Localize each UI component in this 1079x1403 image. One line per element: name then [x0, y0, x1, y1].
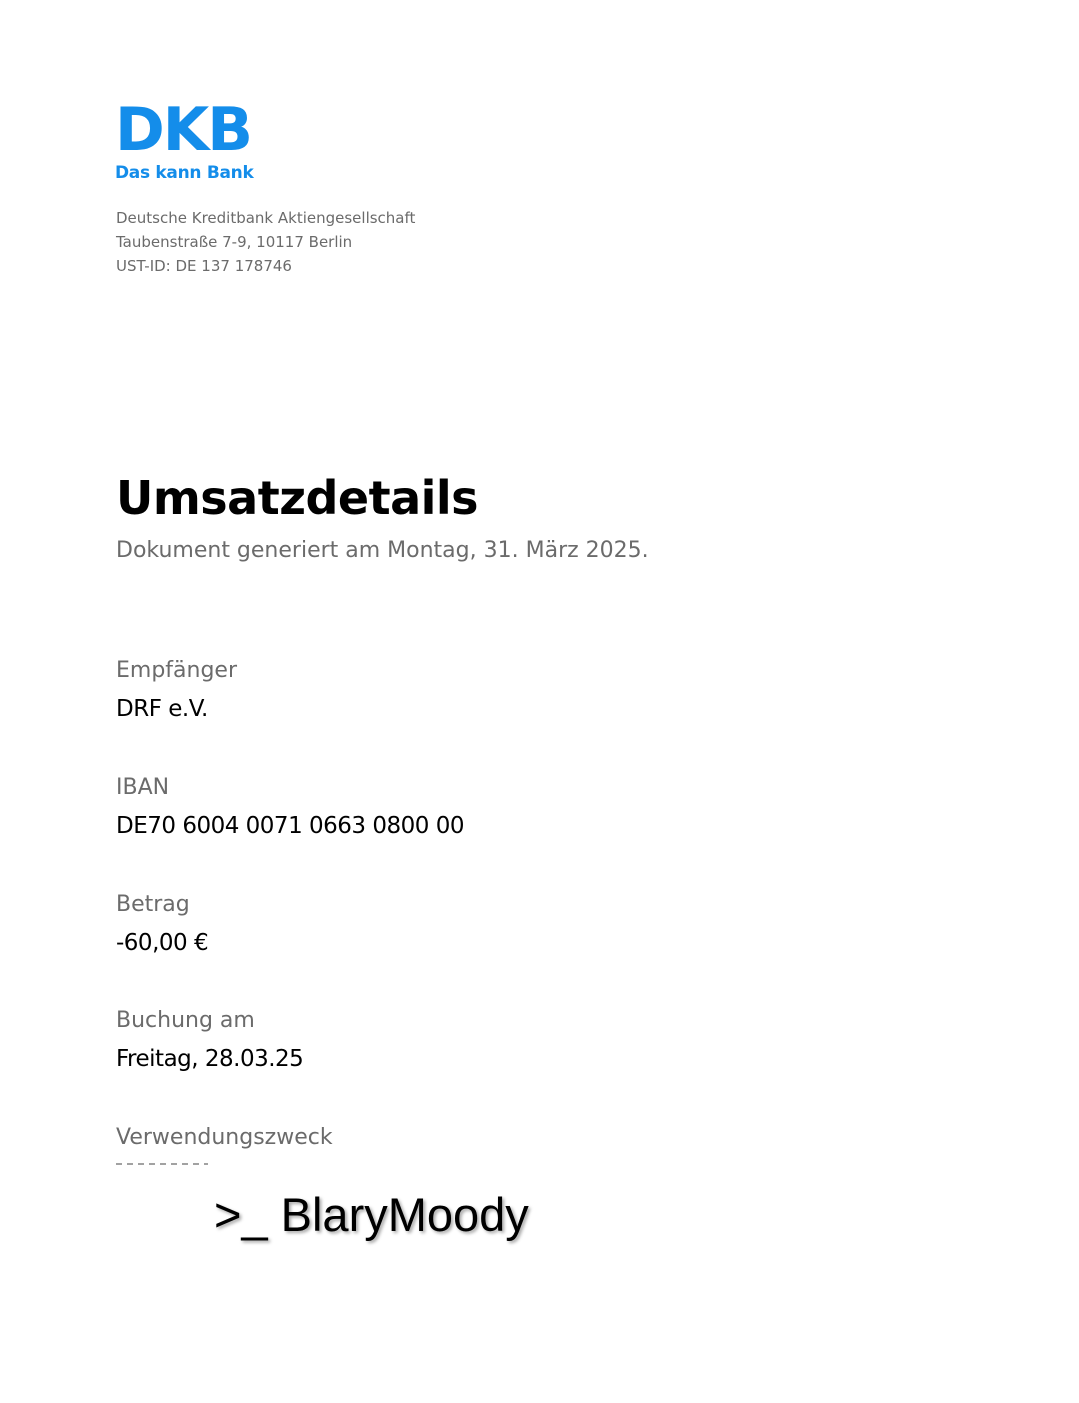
- recipient-value: DRF e.V.: [116, 696, 208, 722]
- recipient-field: [116, 656, 237, 724]
- purpose-field: [116, 1123, 333, 1153]
- company-street: Taubenstraße 7-9, 10117 Berlin: [116, 233, 353, 251]
- vat-id: UST-ID: DE 137 178746: [116, 257, 292, 275]
- dkb-logo: [115, 95, 255, 186]
- purpose-label: Verwendungszweck: [116, 1125, 333, 1150]
- document-generated-date: Dokument generiert am Montag, 31. März 2025.: [116, 538, 649, 563]
- logo-mark: DKB: [115, 95, 252, 165]
- cropped-text-remnant: [116, 1163, 216, 1169]
- logo-tagline: Das kann Bank: [115, 163, 254, 183]
- amount-label: Betrag: [116, 892, 190, 917]
- bank-address: [116, 206, 415, 278]
- watermark-text: >_ BlaryMoody: [214, 1188, 529, 1241]
- iban-value: DE70 6004 0071 0663 0800 00: [116, 813, 464, 839]
- booking-label: Buchung am: [116, 1008, 255, 1033]
- iban-label: IBAN: [116, 775, 170, 800]
- booking-value: Freitag, 28.03.25: [116, 1046, 304, 1072]
- amount-value: -60,00 €: [116, 930, 209, 956]
- booking-field: [116, 1006, 303, 1074]
- iban-field: [116, 773, 464, 841]
- page-title: Umsatzdetails: [116, 471, 479, 525]
- recipient-label: Empfänger: [116, 658, 238, 683]
- company-name: Deutsche Kreditbank Aktiengesellschaft: [116, 209, 416, 227]
- amount-field: [116, 890, 208, 958]
